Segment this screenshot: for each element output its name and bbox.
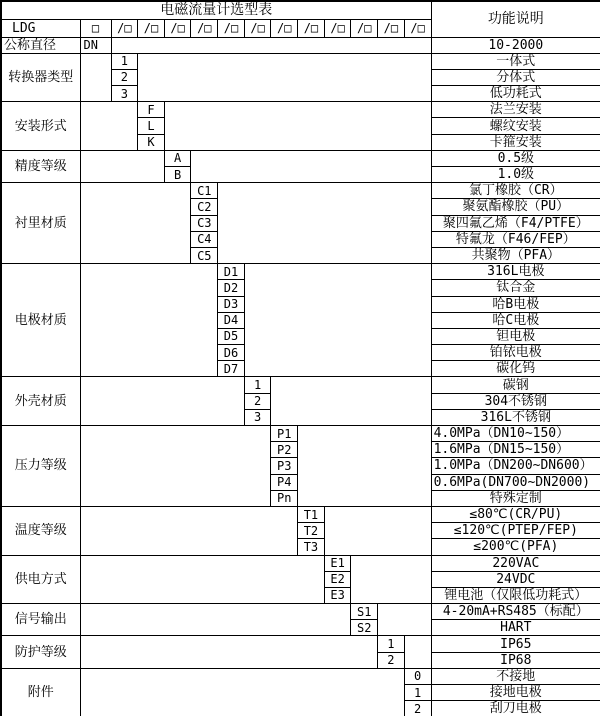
option-desc: 铂铱电极	[431, 345, 600, 361]
option-code: 2	[378, 652, 405, 668]
model-slot: /□	[111, 19, 138, 37]
option-desc: 0.6MPa(DN700~DN2000)	[431, 474, 600, 490]
model-slot: /□	[244, 19, 271, 37]
group-spacer-right	[324, 506, 431, 555]
option-desc: 刮刀电极	[431, 701, 600, 716]
option-desc: 分体式	[431, 69, 600, 85]
option-code: D5	[218, 328, 245, 344]
group-row	[1, 183, 600, 199]
option-code: D1	[218, 264, 245, 280]
title-row	[1, 1, 600, 19]
model-slot: /□	[378, 19, 405, 37]
group-row	[1, 604, 600, 620]
option-desc: 哈B电极	[431, 296, 600, 312]
function-column-header: 功能说明	[431, 1, 600, 37]
group-label: 信号输出	[1, 604, 80, 636]
option-desc: 304不锈钢	[431, 393, 600, 409]
group-label: 衬里材质	[1, 183, 80, 264]
diameter-code: DN	[80, 37, 111, 53]
option-code: C4	[191, 231, 218, 247]
option-code: C5	[191, 247, 218, 263]
option-code: D4	[218, 312, 245, 328]
option-desc: 法兰安装	[431, 102, 600, 118]
option-code: P2	[271, 442, 298, 458]
group-label: 温度等级	[1, 506, 80, 555]
group-row	[1, 555, 600, 571]
group-label: 附件	[1, 668, 80, 716]
option-code: E2	[324, 571, 351, 587]
diameter-spacer	[111, 37, 431, 53]
option-desc: 接地电极	[431, 685, 600, 701]
option-desc: 1.0级	[431, 167, 600, 183]
option-code: C2	[191, 199, 218, 215]
table-title: 电磁流量计选型表	[1, 1, 431, 19]
model-slot-first: □	[80, 19, 111, 37]
option-desc: 共聚物（PFA）	[431, 247, 600, 263]
option-code: D7	[218, 361, 245, 377]
option-desc: 哈C电极	[431, 312, 600, 328]
group-spacer-left	[80, 506, 298, 555]
group-label: 电极材质	[1, 264, 80, 377]
option-desc: ≤80℃(CR/PU)	[431, 506, 600, 522]
group-spacer-right	[351, 555, 431, 604]
option-desc: 0.5级	[431, 150, 600, 166]
group-spacer-left	[80, 377, 244, 426]
option-code: L	[138, 118, 165, 134]
model-slot: /□	[351, 19, 378, 37]
option-desc: 锂电池（仅限低功耗式）	[431, 587, 600, 603]
option-desc: 碳化钨	[431, 361, 600, 377]
group-spacer-right	[244, 264, 431, 377]
group-spacer-left	[80, 183, 191, 264]
option-desc: 4-20mA+RS485（标配）	[431, 604, 600, 620]
option-code: D2	[218, 280, 245, 296]
model-slot: /□	[298, 19, 325, 37]
option-desc: 316L不锈钢	[431, 409, 600, 425]
group-label: 压力等级	[1, 426, 80, 507]
option-code: F	[138, 102, 165, 118]
group-spacer-right	[191, 150, 431, 182]
option-code: 1	[378, 636, 405, 652]
option-code: D6	[218, 345, 245, 361]
group-label: 精度等级	[1, 150, 80, 182]
model-slot: /□	[271, 19, 298, 37]
group-spacer-right	[378, 604, 432, 636]
group-spacer-left	[80, 264, 218, 377]
model-slot: /□	[138, 19, 165, 37]
option-code: K	[138, 134, 165, 150]
option-code: 2	[111, 69, 138, 85]
option-desc: 聚氨酯橡胶（PU）	[431, 199, 600, 215]
option-desc: IP65	[431, 636, 600, 652]
option-code: 1	[404, 685, 431, 701]
group-spacer-left	[80, 555, 324, 604]
option-code: T3	[298, 539, 325, 555]
option-code: 0	[404, 668, 431, 684]
group-spacer-left	[80, 150, 164, 182]
option-desc: ≤120℃(PTEP/FEP)	[431, 523, 600, 539]
diameter-label: 公称直径	[1, 37, 80, 53]
group-row	[1, 53, 600, 69]
option-code: S1	[351, 604, 378, 620]
group-spacer-left	[80, 636, 378, 668]
group-label: 转换器类型	[1, 53, 80, 102]
option-code: P3	[271, 458, 298, 474]
group-label: 供电方式	[1, 555, 80, 604]
option-code: B	[164, 167, 191, 183]
group-spacer-left	[80, 668, 404, 716]
option-code: 1	[244, 377, 271, 393]
option-desc: 24VDC	[431, 571, 600, 587]
group-row	[1, 264, 600, 280]
group-spacer-left	[80, 604, 351, 636]
model-slot: /□	[404, 19, 431, 37]
group-spacer-left	[80, 426, 271, 507]
group-spacer-right	[138, 53, 431, 102]
option-desc: 一体式	[431, 53, 600, 69]
option-desc: 1.0MPa（DN200~DN600）	[431, 458, 600, 474]
option-code: 3	[111, 86, 138, 102]
model-prefix: LDG	[1, 19, 80, 37]
group-row	[1, 377, 600, 393]
model-slot: /□	[191, 19, 218, 37]
option-code: 2	[244, 393, 271, 409]
option-code: P4	[271, 474, 298, 490]
option-code: E1	[324, 555, 351, 571]
group-spacer-right	[218, 183, 431, 264]
group-row	[1, 636, 600, 652]
group-label: 防护等级	[1, 636, 80, 668]
option-code: 1	[111, 53, 138, 69]
model-slot: /□	[324, 19, 351, 37]
option-code: 2	[404, 701, 431, 716]
option-desc: ≤200℃(PFA)	[431, 539, 600, 555]
option-desc: 特殊定制	[431, 490, 600, 506]
option-desc: HART	[431, 620, 600, 636]
group-spacer-right	[271, 377, 431, 426]
group-row	[1, 150, 600, 166]
option-code: E3	[324, 587, 351, 603]
model-slot: /□	[218, 19, 245, 37]
option-desc: IP68	[431, 652, 600, 668]
option-desc: 螺纹安装	[431, 118, 600, 134]
group-spacer-left	[80, 102, 138, 151]
group-row	[1, 668, 600, 684]
diameter-desc: 10-2000	[431, 37, 600, 53]
option-desc: 聚四氟乙烯（F4/PTFE）	[431, 215, 600, 231]
group-label: 安装形式	[1, 102, 80, 151]
group-spacer-right	[164, 102, 431, 151]
option-code: C3	[191, 215, 218, 231]
option-desc: 4.0MPa（DN10~150）	[431, 426, 600, 442]
option-desc: 316L电极	[431, 264, 600, 280]
option-code: Pn	[271, 490, 298, 506]
option-desc: 1.6MPa（DN15~150）	[431, 442, 600, 458]
option-desc: 碳钢	[431, 377, 600, 393]
option-desc: 特氟龙（F46/FEP）	[431, 231, 600, 247]
option-code: A	[164, 150, 191, 166]
option-desc: 低功耗式	[431, 86, 600, 102]
group-row	[1, 102, 600, 118]
option-desc: 卡箍安装	[431, 134, 600, 150]
diameter-row	[1, 37, 600, 53]
model-slot: /□	[164, 19, 191, 37]
option-code: C1	[191, 183, 218, 199]
option-desc: 氯丁橡胶（CR）	[431, 183, 600, 199]
group-row	[1, 506, 600, 522]
option-desc: 钽电极	[431, 328, 600, 344]
option-desc: 220VAC	[431, 555, 600, 571]
option-code: P1	[271, 426, 298, 442]
option-code: T2	[298, 523, 325, 539]
option-code: D3	[218, 296, 245, 312]
option-desc: 钛合金	[431, 280, 600, 296]
group-spacer-left	[80, 53, 111, 102]
option-desc: 不接地	[431, 668, 600, 684]
option-code: 3	[244, 409, 271, 425]
group-row	[1, 426, 600, 442]
group-spacer-right	[298, 426, 431, 507]
option-code: T1	[298, 506, 325, 522]
group-label: 外壳材质	[1, 377, 80, 426]
option-code: S2	[351, 620, 378, 636]
group-spacer-right	[404, 636, 431, 668]
